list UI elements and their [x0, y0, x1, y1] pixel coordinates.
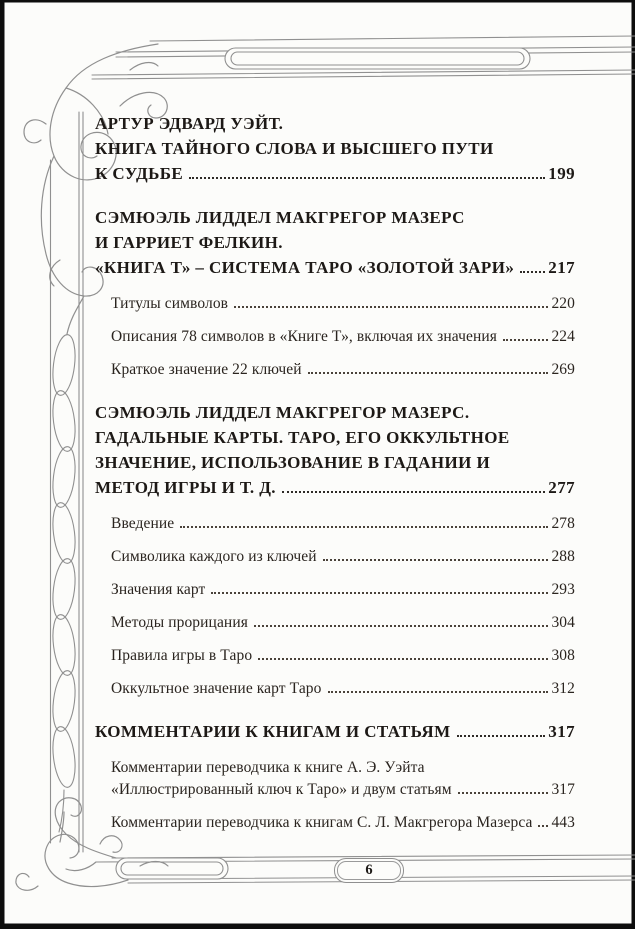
toc-entry-page: 443 — [551, 814, 575, 831]
toc-entry-line: И ГАРРИЕТ ФЕЛКИН. — [95, 233, 283, 252]
toc-entry-row — [111, 513, 575, 535]
frame-lines-left — [51, 112, 84, 852]
toc-entry-line: ГАДАЛЬНЫЕ КАРТЫ. ТАРО, ЕГО ОККУЛЬТНОЕ — [95, 428, 510, 447]
frame-capsule-top — [225, 48, 530, 69]
toc-entry — [111, 678, 575, 700]
dot-leader — [457, 735, 546, 737]
dot-leader — [538, 825, 548, 827]
toc-entry-page: 224 — [551, 328, 575, 345]
toc-entry-page: 288 — [551, 548, 575, 565]
toc-entry-title: Значения карт — [111, 581, 206, 598]
dot-leader — [282, 491, 545, 493]
toc-entry-line: Комментарии переводчика к книге А. Э. Уэйта — [111, 759, 425, 776]
toc-entry — [111, 326, 575, 348]
toc-entry-row — [111, 579, 575, 601]
dot-leader — [254, 625, 548, 627]
toc-entry-page: 269 — [551, 361, 575, 378]
toc-entry-page: 199 — [548, 164, 575, 183]
toc-entry-line: КНИГА ТАЙНОГО СЛОВА И ВЫСШЕГО ПУТИ — [95, 139, 494, 158]
toc-entry-title: Описания 78 символов в «Книге Т», включая их значения — [111, 328, 498, 345]
toc-entry-page: 308 — [551, 647, 575, 664]
toc-entry-row — [95, 161, 575, 186]
toc-entry-row — [111, 812, 575, 834]
toc-entry-title: «КНИГА Т» – СИСТЕМА ТАРО «ЗОЛОТОЙ ЗАРИ» — [95, 258, 515, 277]
page-number: 6 — [365, 862, 373, 878]
toc-entry-row — [111, 612, 575, 634]
toc-entry-page: 277 — [548, 478, 575, 497]
toc-entry — [111, 612, 575, 634]
toc-entry-line: АРТУР ЭДВАРД УЭЙТ. — [95, 114, 284, 133]
toc-entry-title: К СУДЬБЕ — [95, 164, 184, 183]
border-chain-left — [50, 333, 78, 832]
toc-entry-row — [111, 293, 575, 315]
toc-entry — [111, 359, 575, 381]
toc-entry-row — [111, 678, 575, 700]
toc-entry — [95, 400, 575, 500]
frame-capsule-bottom — [116, 858, 228, 879]
toc-entry — [95, 719, 575, 744]
toc-entry-title: МЕТОД ИГРЫ И Т. Д. — [95, 478, 276, 497]
toc-entry-title: Оккультное значение карт Таро — [111, 680, 322, 697]
toc-entry-title: Символика каждого из ключей — [111, 548, 317, 565]
dot-leader — [180, 526, 548, 528]
toc-entry-row — [95, 255, 575, 280]
dot-leader — [503, 339, 548, 341]
dot-leader — [308, 372, 549, 374]
toc-entry-title: КОММЕНТАРИИ К КНИГАМ И СТАТЬЯМ — [95, 722, 451, 741]
toc-entry-title: Краткое значение 22 ключей — [111, 361, 302, 378]
dot-leader — [189, 177, 545, 179]
dot-leader — [211, 592, 548, 594]
toc-entry-row — [111, 359, 575, 381]
toc-entry-page: 312 — [551, 680, 575, 697]
toc-entry — [111, 546, 575, 568]
toc-entry — [111, 812, 575, 834]
toc-entry-row — [111, 546, 575, 568]
toc-entry-row — [111, 645, 575, 667]
toc-entry-title: «Иллюстрированный ключ к Таро» и двум статьям — [111, 781, 452, 798]
toc-entry-page: 317 — [548, 722, 575, 741]
toc-entry — [111, 293, 575, 315]
toc-entry-line: СЭМЮЭЛЬ ЛИДДЕЛ МАКГРЕГОР МАЗЕРС. — [95, 403, 470, 422]
toc-entry-line: СЭМЮЭЛЬ ЛИДДЕЛ МАКГРЕГОР МАЗЕРС — [95, 208, 465, 227]
dot-leader — [520, 271, 545, 273]
dot-leader — [234, 306, 548, 308]
dot-leader — [258, 658, 548, 660]
dot-leader — [323, 559, 549, 561]
toc-entry — [111, 645, 575, 667]
toc-entry-title: Правила игры в Таро — [111, 647, 253, 664]
page-number-badge — [334, 858, 404, 883]
toc-entry — [111, 513, 575, 535]
toc-entry-page: 278 — [551, 515, 575, 532]
toc-entry-title: Комментарии переводчика к книгам С. Л. Макгрегора Мазерса — [111, 814, 533, 831]
dot-leader — [328, 691, 549, 693]
toc-entry-page: 317 — [551, 781, 575, 798]
toc-entry-row — [111, 326, 575, 348]
table-of-contents — [95, 92, 575, 834]
toc-entry — [95, 111, 575, 186]
toc-entry-page: 304 — [551, 614, 575, 631]
toc-entry-title: Титулы символов — [111, 295, 229, 312]
toc-entry-row — [95, 719, 575, 744]
toc-entry-title: Методы прорицания — [111, 614, 248, 631]
toc-entry — [95, 205, 575, 280]
dot-leader — [458, 792, 549, 794]
toc-entry-line: ЗНАЧЕНИЕ, ИСПОЛЬЗОВАНИЕ В ГАДАНИИ И — [95, 453, 491, 472]
toc-entry-page: 217 — [548, 258, 575, 277]
toc-entry-page: 220 — [551, 295, 575, 312]
toc-entry-page: 293 — [551, 581, 575, 598]
toc-entry-row — [111, 779, 575, 801]
toc-entry — [111, 757, 575, 801]
toc-entry-title: Введение — [111, 515, 175, 532]
toc-entry-row — [95, 475, 575, 500]
toc-entry — [111, 579, 575, 601]
